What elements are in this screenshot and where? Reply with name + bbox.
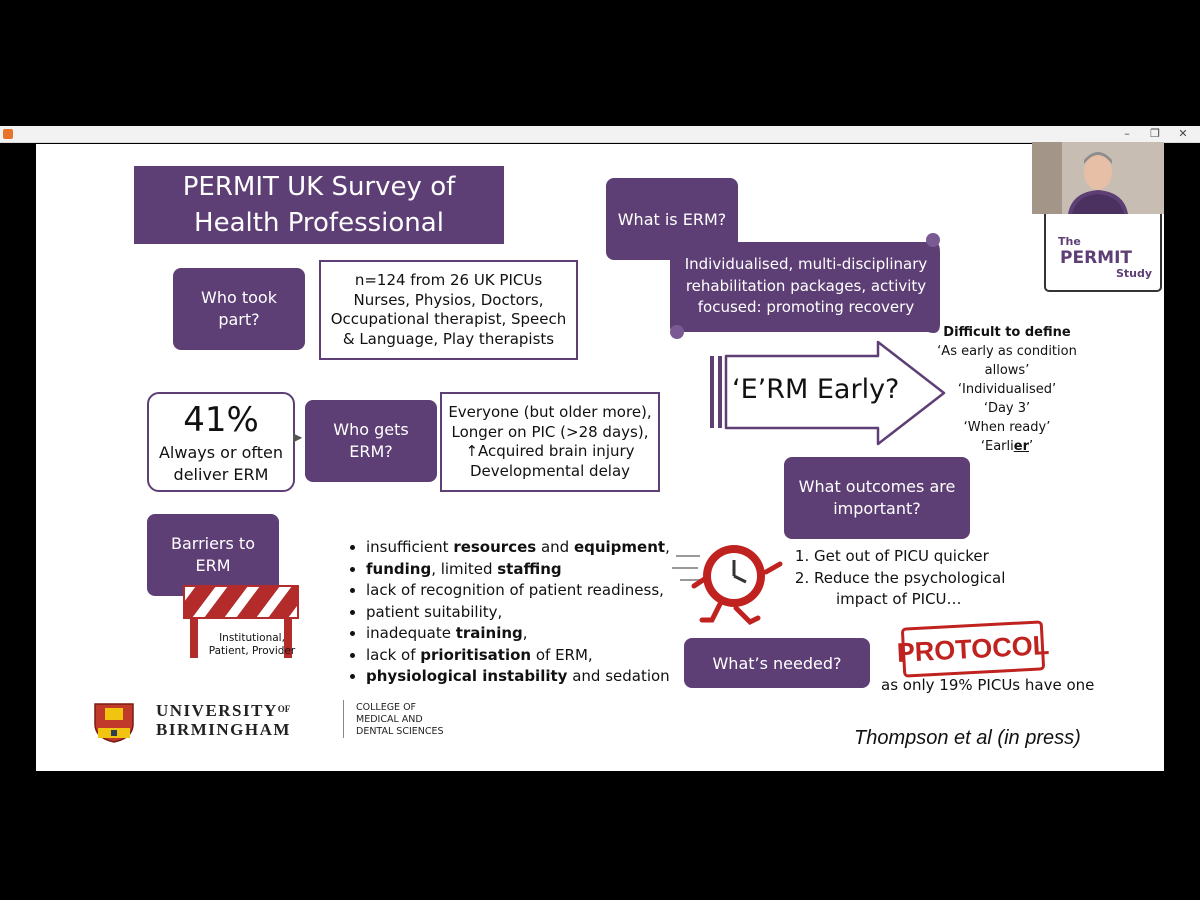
university-wordmark: $UNIVERSITY^{OF}$ BIRMINGHAM [156, 701, 291, 739]
erm-delivery-stat: 41% Always or often deliver ERM [147, 392, 295, 492]
outcomes-list: 1. Get out of PICU quicker 2. Reduce the psychological impact of PICU… [788, 546, 1048, 611]
presenter-video[interactable] [1032, 142, 1164, 214]
presenter-avatar [1032, 142, 1164, 214]
university-crest-icon [91, 700, 137, 744]
barrier-item: • insufficient resources and equipment, [366, 537, 684, 559]
presentation-slide [36, 144, 1164, 771]
outcomes-box: What outcomes are important? [784, 457, 970, 539]
barriers-caption: Institutional, Patient, Provider [208, 632, 296, 657]
barrier-item: • funding, limited staffing [366, 559, 684, 581]
barriers-list [344, 537, 684, 688]
citation: Thompson et al (in press) [854, 727, 1081, 749]
what-is-erm-box: What is ERM? [606, 178, 738, 260]
restore-icon[interactable]: ❐ [1150, 127, 1160, 140]
app-icon [3, 129, 13, 139]
early-arrow-label: ‘E’RM Early? [732, 374, 900, 405]
minimize-icon[interactable]: – [1124, 127, 1130, 140]
whats-needed-box: What’s needed? [684, 638, 870, 688]
slide-title: PERMIT UK Survey of Health Professional [134, 166, 504, 244]
who-took-part-box: Who took part? [173, 268, 305, 350]
barrier-item: • patient suitability, [366, 602, 684, 624]
arrow-right-icon: ▶ [293, 430, 303, 444]
barriers-box: Barriers to ERM [147, 514, 279, 596]
barrier-item: • lack of recognition of patient readiness, [366, 580, 684, 602]
permit-study-badge: The PERMIT Study [1044, 178, 1162, 292]
viewer-title-bar [0, 126, 1200, 143]
barrier-item: • lack of prioritisation of ERM, [366, 645, 684, 667]
who-gets-erm-details: Everyone (but older more), Longer on PIC (>28 days), ↑Acquired brain injury Developmental delay [440, 392, 660, 492]
college-name: COLLEGE OF MEDICAL AND DENTAL SCIENCES [356, 702, 444, 737]
close-icon[interactable]: ✕ [1178, 127, 1188, 140]
erm-definition: Individualised, multi-disciplinary rehabilitation packages, activity focused: promoting recovery [684, 255, 928, 316]
barrier-item: • inadequate training, [366, 623, 684, 645]
participants-details: n=124 from 26 UK PICUs Nurses, Physios, Doctors, Occupational therapist, Speech & Language, Play therapists [319, 260, 578, 360]
protocol-stamp: PROTOCOL [901, 620, 1045, 677]
who-gets-erm-box: Who gets ERM? [305, 400, 437, 482]
protocol-note: as only 19% PICUs have one [881, 676, 1095, 694]
barrier-item: • physiological instability and sedation [366, 666, 684, 688]
definition-notes: Difficult to define ‘As early as condition allows’ ‘Individualised’ ‘Day 3’ ‘When ready’ ‘Earlier’ [937, 325, 1077, 454]
logo-divider [343, 700, 344, 738]
running-clock-icon [672, 534, 792, 634]
